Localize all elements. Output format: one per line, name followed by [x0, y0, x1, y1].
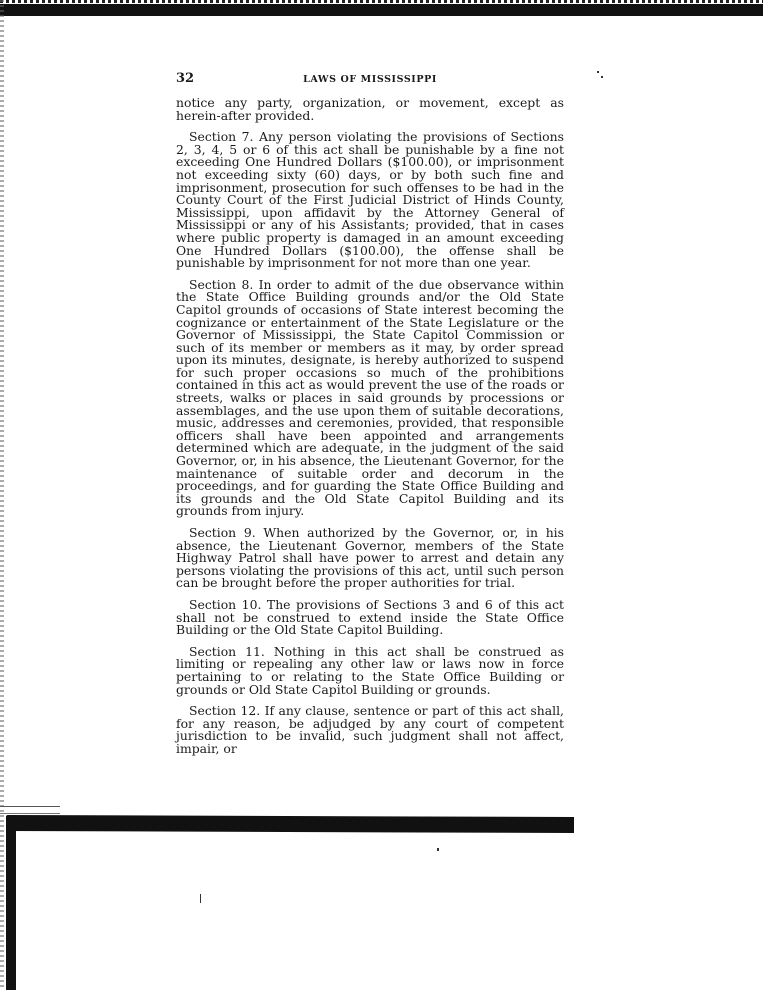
paragraph-section-10: Section 10. The provisions of Sections 3 and 6 of this act shall not be construed to extend inside the State Office Building or the Old State Capitol Building.: [176, 596, 564, 638]
scan-speck: [597, 71, 599, 73]
scan-border-corner: [6, 816, 16, 990]
paragraph-section-9: Section 9. When authorized by the Governor, or, in his absence, the Lieutenant Governor, members of the State Highway Patrol shall have power to arrest and detain any persons violating the provisions of this act, until such person can be brought before the proper authorities for trial.: [176, 525, 564, 591]
scan-border-top: [0, 4, 763, 16]
page-number: 32: [176, 71, 195, 86]
scan-mark: [0, 806, 60, 814]
paragraph-continuation: notice any party, organization, or movement, except as herein-after provided.: [176, 95, 564, 123]
paragraph-section-11: Section 11. Nothing in this act shall be construed as limiting or repealing any other law or laws now in force pertaining to or relating to the State Office Building or grounds or Old State Capitol Building or grounds.: [176, 643, 564, 697]
body-text: [176, 97, 564, 765]
scan-speck: [437, 848, 439, 851]
running-title: LAWS OF MISSISSIPPI: [303, 74, 437, 85]
paragraph-section-12: Section 12. If any clause, sentence or part of this act shall, for any reason, be adjudged by any court of competent jurisdiction to be invalid, such judgment shall not affect, impair, or: [176, 703, 564, 756]
scan-speck: [601, 76, 603, 78]
scan-border-bottom: [6, 815, 574, 833]
scan-speck: [200, 894, 201, 903]
scan-border-left: [0, 0, 4, 990]
paragraph-section-7: Section 7. Any person violating the provisions of Sections 2, 3, 4, 5 or 6 of this act shall be punishable by a fine not exceeding One Hundred Dollars ($100.00), or imprisonment not exceeding sixty (60) days, or by both such fine and imprisonment, prosecution for such offenses to be had in the County Court of the First Judicial District of Hinds County, Mississippi, upon affidavit by the Attorney General of Mississippi or any of his Assistants; provided, that in cases where public property is damaged in an amount exceeding One Hundred Dollars ($100.00), the offense shall be punishable by imprisonment for not more than one year.: [176, 129, 564, 271]
paragraph-section-8: Section 8. In order to admit of the due observance within the State Office Building grounds and/or the Old State Capitol grounds of occasions of State interest becoming the cognizance or entertainment of the State Legislature or the Governor of Mississippi, the State Capitol Commission or such of its member or members as it may, by order spread upon its minutes, designate, is hereby authorized to suspend for such proper occasions so much of the prohibitions contained in this act as would prevent the use of the roads or streets, walks or places in said grounds by processions or assemblages, and the use upon them of suitable decorations, music, addresses and ceremonies, provided, that responsible officers shall have been appointed and arrangements determined which are adequate, in the judgment of the said Governor, or, in his absence, the Lieutenant Governor, for the maintenance of suitable order and decorum in the proceedings, and for guarding the State Office Building and its grounds and the Old State Capitol Building and its grounds from injury.: [176, 276, 564, 519]
